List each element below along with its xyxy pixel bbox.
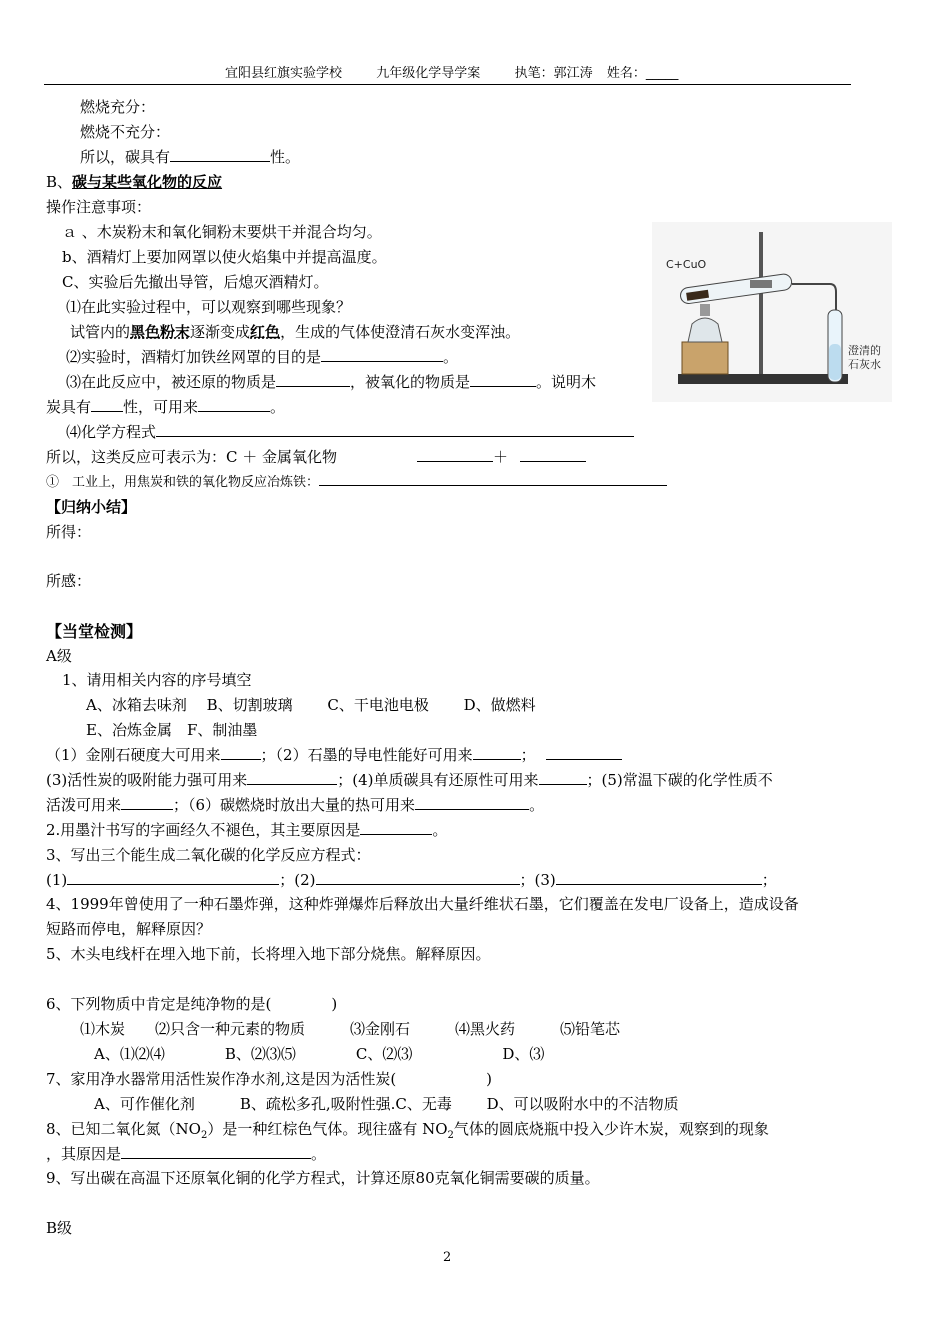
test-q7: 7、家用净水器常用活性炭作净水剂,这是因为活性炭( ) bbox=[46, 1070, 493, 1088]
test-q2: 2.用墨汁书写的字画经久不褪色，其主要原因是 。 bbox=[46, 821, 448, 839]
test-title: 【当堂检测】 bbox=[46, 622, 143, 641]
q2-test-blank[interactable] bbox=[360, 820, 432, 835]
test-q7-options: A、可作催化剂 B、疏松多孔,吸附性强.C、无毒 D、可以吸附水中的不洁物质 bbox=[94, 1095, 679, 1113]
test-q1-options-1: A、冰箱去味剂 B、切割玻璃 C、干电池电极 D、做燃料 bbox=[86, 696, 536, 714]
q1-blank-4[interactable] bbox=[539, 770, 587, 785]
summary-gain: 所得： bbox=[46, 523, 92, 541]
q1-blank-3[interactable] bbox=[247, 770, 337, 785]
q1-blank-5[interactable] bbox=[121, 795, 173, 810]
test-q5: 5、木头电线杆在埋入地下前，长将埋入地下部分烧焦。解释原因。 bbox=[46, 945, 491, 963]
test-q4-line-1: 4、1999年曾使用了一种石墨炸弹，这种炸弹爆炸后释放出大量纤维状石墨，它们覆盖在发电厂设备上，造成设备 bbox=[46, 895, 799, 913]
general-reaction: 所以，这类反应可表示为：C ＋ 金属氧化物 ＋ bbox=[46, 447, 586, 467]
test-q8-line-1: 8、已知二氧化氮$(NO_2)$是一种红棕色气体。现往盛有 $NO_2$气体的圆底烧瓶中投入少许木炭，观察到的现象 bbox=[46, 1120, 769, 1141]
q2-blank[interactable] bbox=[321, 347, 443, 362]
reactants-label: C+CuO bbox=[666, 258, 707, 271]
question-3: ⑶在此反应中，被还原的物质是 ，被氧化的物质是 。说明木 bbox=[66, 373, 597, 391]
q1-blank-6[interactable] bbox=[415, 795, 529, 810]
question-4: ⑷化学方程式 bbox=[66, 422, 634, 442]
question-2: ⑵实验时，酒精灯加铁丝网罩的目的是 。 bbox=[66, 348, 459, 366]
wire-mesh-cover bbox=[700, 304, 710, 316]
section-b-heading bbox=[46, 172, 222, 192]
stand-rod bbox=[759, 232, 763, 382]
header-rule bbox=[44, 84, 851, 85]
test-q8-line-2: ，其原因是 。 bbox=[46, 1145, 327, 1163]
apparatus-diagram bbox=[652, 222, 892, 402]
level-b: B级 bbox=[46, 1219, 73, 1237]
industry-blank[interactable] bbox=[319, 473, 667, 486]
q8-blank[interactable] bbox=[121, 1144, 311, 1159]
test-q3: 3、写出三个能生成二氧化碳的化学反应方程式： bbox=[46, 846, 371, 864]
test-q6: 6、下列物质中肯定是纯净物的是( ) bbox=[46, 995, 338, 1013]
incomplete-combustion-label: 燃烧不充分： bbox=[80, 123, 171, 141]
black-powder-emphasis: 黑色粉末 bbox=[130, 323, 191, 341]
carbon-property-blank[interactable] bbox=[170, 147, 270, 162]
note-c: C、实验后先撤出导管，后熄灭酒精灯。 bbox=[62, 273, 329, 291]
section-b-title: 碳与某些氧化物的反应 bbox=[72, 173, 223, 191]
stand-base bbox=[678, 374, 848, 384]
q3-equation-blank-3[interactable] bbox=[556, 870, 762, 885]
q3-equation-blank-2[interactable] bbox=[316, 870, 520, 885]
q1-blank-2[interactable] bbox=[473, 745, 521, 760]
limewater-label-2: 石灰水 bbox=[848, 358, 881, 371]
product-blank-1[interactable] bbox=[417, 447, 493, 462]
level-a: A级 bbox=[46, 647, 72, 665]
industry-line: ① 工业上，用焦炭和铁的氧化物反应冶炼铁： bbox=[46, 473, 667, 493]
carbon-use-blank[interactable] bbox=[198, 397, 270, 412]
carbon-property-blank-2[interactable] bbox=[91, 397, 123, 412]
oxidized-substance-blank[interactable] bbox=[470, 372, 536, 387]
test-q1-line-2: (3)活性炭的吸附能力强可用来 ；(4)单质碳具有还原性可用来 ；(5)常温下碳的化学性质不 bbox=[46, 771, 773, 789]
answer-1: 试管内的黑色粉末逐渐变成红色，生成的气体使澄清石灰水变浑浊。 bbox=[70, 323, 521, 341]
wooden-block bbox=[682, 342, 728, 374]
header-course: 九年级化学导学案 bbox=[376, 66, 481, 81]
q1-blank-extra[interactable] bbox=[546, 745, 622, 760]
test-q1-title: 1、请用相关内容的序号填空 bbox=[62, 671, 252, 689]
test-q6-options: A、⑴⑵⑷ B、⑵⑶⑸ C、⑵⑶ D、⑶ bbox=[94, 1045, 545, 1063]
section-b-label: B、 bbox=[46, 173, 73, 191]
note-a: ａ 、木炭粉末和氧化铜粉末要烘干并混合均匀。 bbox=[62, 223, 382, 241]
equation-blank[interactable] bbox=[156, 422, 634, 437]
clamp bbox=[750, 280, 772, 288]
question-3-line-2: 炭具有 性，可用来 。 bbox=[46, 398, 286, 416]
header-name-label: 姓名： bbox=[606, 66, 646, 81]
limewater bbox=[829, 344, 841, 380]
test-q9: 9、写出碳在高温下还原氧化铜的化学方程式，计算还原80克氧化铜需要碳的质量。 bbox=[46, 1169, 600, 1187]
test-q1-options-2: E、冶炼金属 F、制油墨 bbox=[86, 721, 258, 739]
test-q1-line-1: （1）金刚石硬度大可用来 ；（2）石墨的导电性能好可用来 ； bbox=[46, 745, 622, 765]
test-q1-line-3: 活泼可用来 ；（6）碳燃烧时放出大量的热可用来 。 bbox=[46, 796, 545, 814]
reduced-substance-blank[interactable] bbox=[276, 372, 350, 387]
header-author: 执笔：郭江涛 bbox=[514, 66, 593, 81]
q3-equation-blank-1[interactable] bbox=[67, 870, 279, 885]
question-1: ⑴在此实验过程中，可以观察到哪些现象？ bbox=[66, 298, 352, 316]
product-blank-2[interactable] bbox=[520, 447, 586, 462]
test-q6-items: ⑴木炭 ⑵只含一种元素的物质 ⑶金刚石 ⑷黑火药 ⑸铅笔芯 bbox=[80, 1020, 621, 1038]
q1-blank-1[interactable] bbox=[221, 745, 261, 760]
red-color-emphasis: 红色 bbox=[250, 323, 281, 341]
page-number: 2 bbox=[443, 1250, 452, 1265]
page-header bbox=[225, 64, 678, 84]
summary-thought: 所感： bbox=[46, 572, 92, 590]
summary-title: 【归纳小结】 bbox=[46, 498, 137, 516]
full-combustion-label: 燃烧充分： bbox=[80, 98, 156, 116]
test-q3-blanks: (1) ；(2) ；(3) ； bbox=[46, 871, 777, 889]
carbon-property-line: 所以，碳具有 性。 bbox=[80, 148, 301, 166]
notes-title: 操作注意事项： bbox=[46, 198, 152, 216]
limewater-label-1: 澄清的 bbox=[848, 344, 881, 357]
header-name-blank: _____ bbox=[645, 66, 679, 81]
note-b: b、酒精灯上要加网罩以使火焰集中并提高温度。 bbox=[62, 248, 387, 266]
header-school: 宜阳县红旗实验学校 bbox=[225, 66, 343, 81]
test-q4-line-2: 短路而停电，解释原因？ bbox=[46, 920, 212, 938]
